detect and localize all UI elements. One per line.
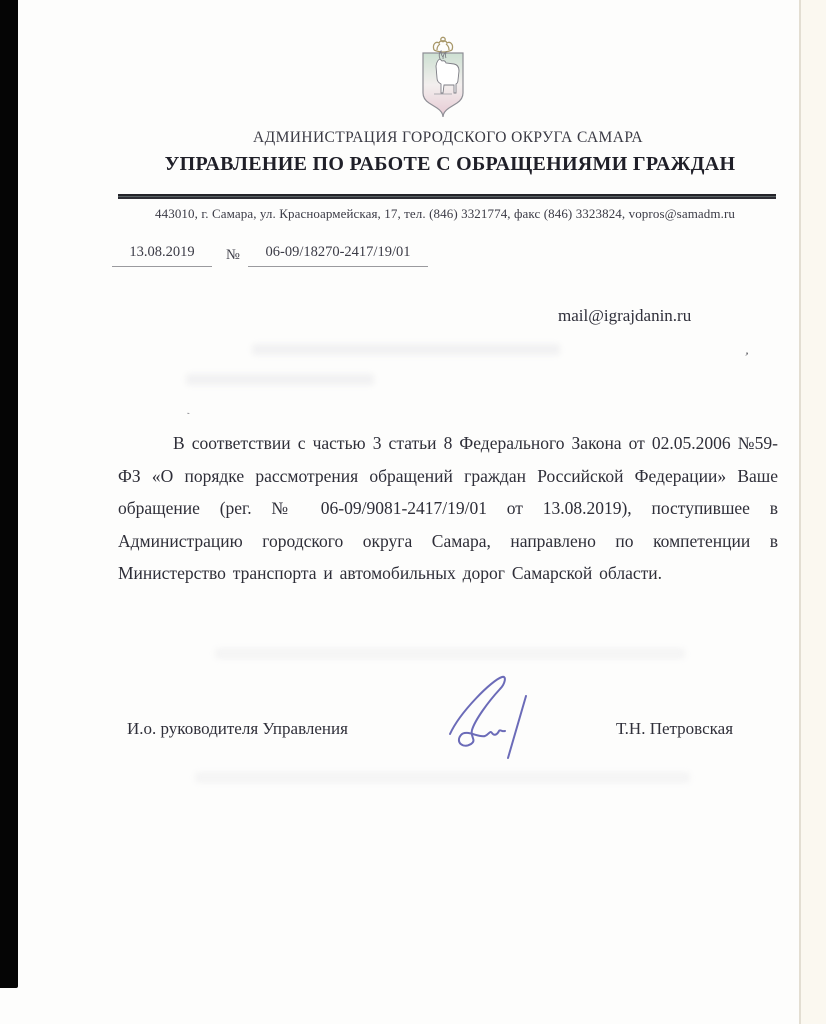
handwritten-signature (436, 668, 546, 768)
letter-body-paragraph: В соответствии с частью 3 статьи 8 Федерального Закона от 02.05.2006 №59-ФЗ «О порядке рассмотрения обращений граждан Российской Федерации» Ваше обращение (рег. № 06-09/9081-2417/19/01 от 13.08.2019), поступившее в Администрацию городского округа Самара, направлено по компетенции в Министерство транспорта и автомобильных дорог Самарской области. (118, 433, 778, 583)
scan-black-edge-left (0, 0, 18, 988)
number-sign-label: № (226, 247, 240, 263)
scan-artifact-ghost-text (215, 648, 685, 659)
signer-job-title: И.о. руководителя Управления (127, 719, 348, 738)
contact-address-line: 443010, г. Самара, ул. Красноармейская, 17, тел. (846) 3321774, факс (846) 3323824, vopros@samadm.ru (155, 206, 735, 221)
letter-number: 06-09/18270-2417/19/01 (248, 244, 428, 267)
header-divider-rule (118, 194, 776, 199)
scan-speck: ’ (742, 348, 751, 365)
letter-date: 13.08.2019 (112, 244, 212, 267)
samara-coat-of-arms-icon (416, 36, 470, 120)
recipient-email: mail@igrajdanin.ru (558, 306, 692, 325)
scan-artifact-ghost-text (195, 772, 690, 783)
scan-artifact-ghost-text (252, 344, 560, 355)
organization-name: АДМИНИСТРАЦИЯ ГОРОДСКОГО ОКРУГА САМАРА (253, 129, 643, 146)
scan-cream-strip-right (801, 0, 826, 1024)
scan-speck: ` (185, 410, 194, 424)
department-name: УПРАВЛЕНИЕ ПО РАБОТЕ С ОБРАЩЕНИЯМИ ГРАЖДАН (164, 153, 736, 175)
scan-artifact-ghost-text (186, 374, 374, 385)
signer-name: Т.Н. Петровская (616, 719, 734, 738)
